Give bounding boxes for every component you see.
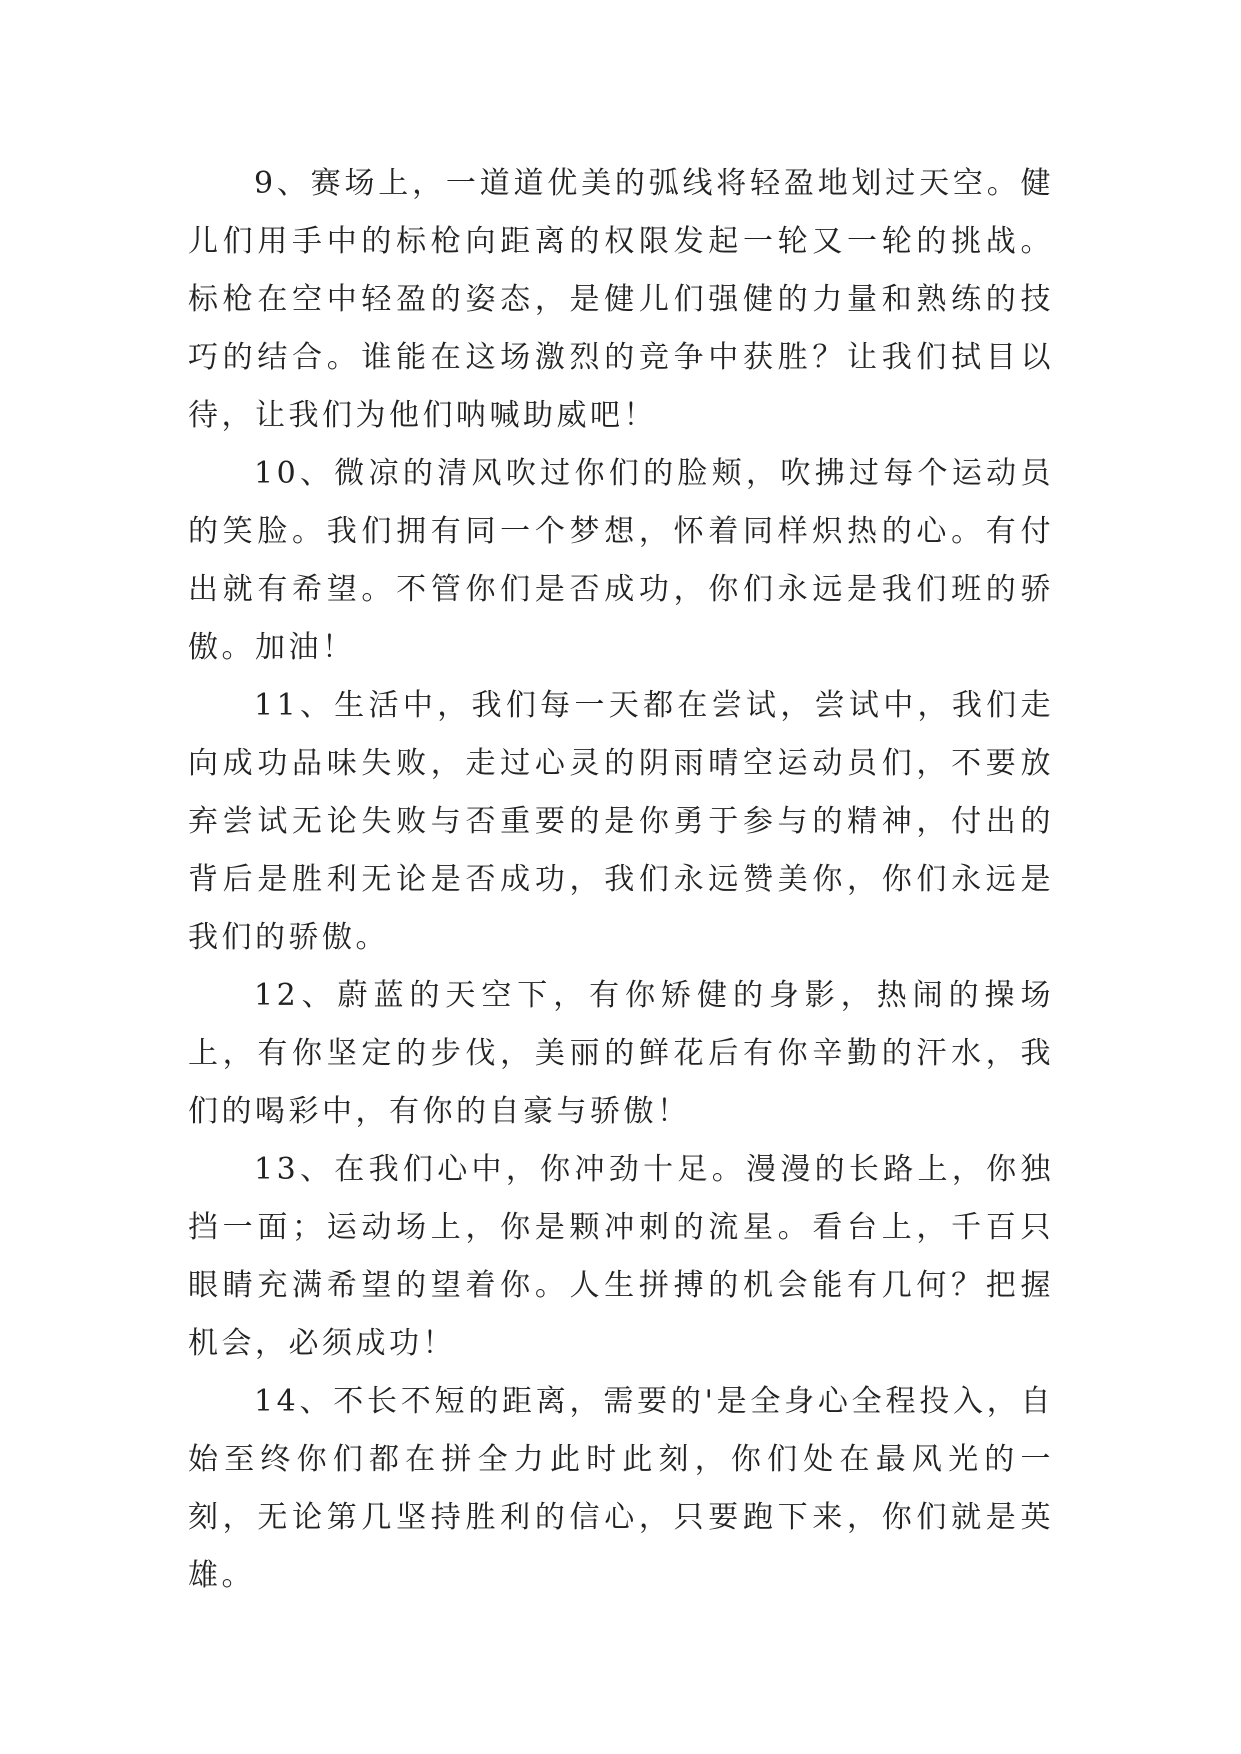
document-body — [188, 155, 1054, 1605]
paragraph-11: 11、生活中，我们每一天都在尝试，尝试中，我们走向成功品味失败，走过心灵的阴雨晴空运动员们，不要放弃尝试无论失败与否重要的是你勇于参与的精神，付出的背后是胜利无论是否成功，我们永远赞美你，你们永远是我们的骄傲。 — [188, 688, 1054, 955]
paragraph-14: 14、不长不短的距离，需要的'是全身心全程投入，自始至终你们都在拼全力此时此刻，你们处在最风光的一刻，无论第几坚持胜利的信心，只要跑下来，你们就是英雄。 — [188, 1384, 1054, 1593]
paragraph-10: 10、微凉的清风吹过你们的脸颊，吹拂过每个运动员的笑脸。我们拥有同一个梦想，怀着同样炽热的心。有付出就有希望。不管你们是否成功，你们永远是我们班的骄傲。加油！ — [188, 456, 1054, 665]
paragraph-9: 9、赛场上，一道道优美的弧线将轻盈地划过天空。健儿们用手中的标枪向距离的权限发起一轮又一轮的挑战。标枪在空中轻盈的姿态，是健儿们强健的力量和熟练的技巧的结合。谁能在这场激烈的竞争中获胜？让我们拭目以待，让我们为他们呐喊助威吧！ — [188, 166, 1054, 433]
paragraph-12: 12、蔚蓝的天空下，有你矫健的身影，热闹的操场上，有你坚定的步伐，美丽的鲜花后有你辛勤的汗水，我们的喝彩中，有你的自豪与骄傲！ — [188, 978, 1054, 1129]
paragraph-13: 13、在我们心中，你冲劲十足。漫漫的长路上，你独挡一面；运动场上，你是颗冲刺的流星。看台上，千百只眼睛充满希望的望着你。人生拼搏的机会能有几何？把握机会，必须成功！ — [188, 1152, 1054, 1361]
